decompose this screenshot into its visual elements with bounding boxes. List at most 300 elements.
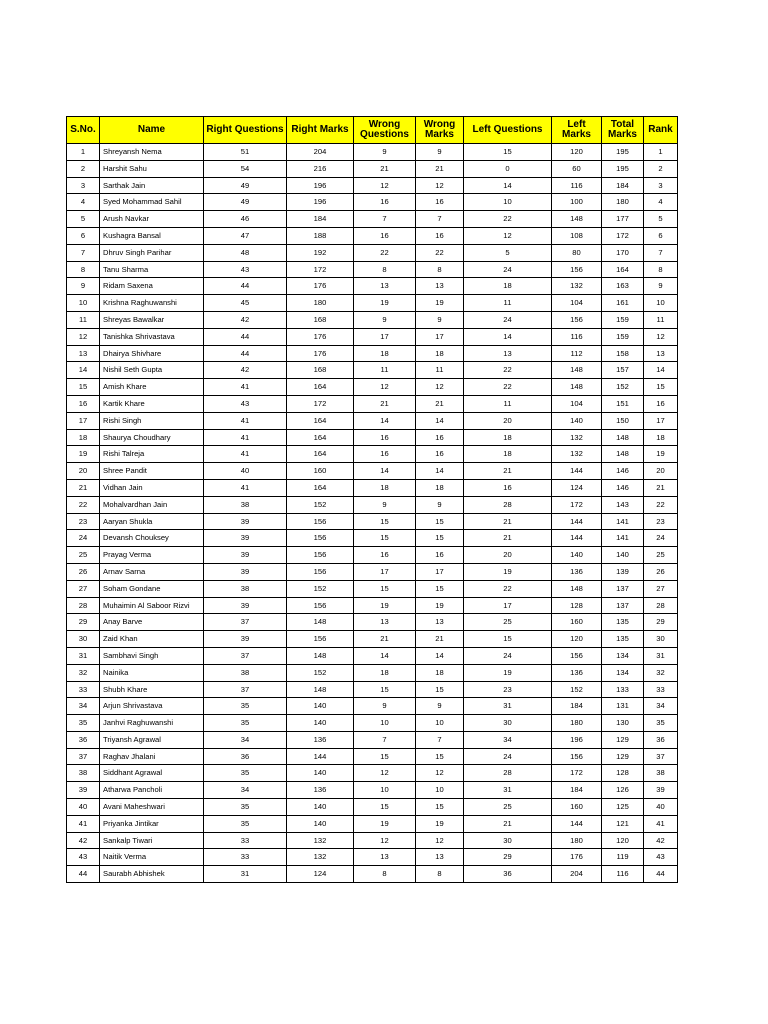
cell-rank: 18 xyxy=(644,429,678,446)
cell-wrong-questions: 9 xyxy=(354,311,416,328)
table-row xyxy=(67,849,678,866)
cell-right-marks: 216 xyxy=(287,160,354,177)
cell-wrong-questions: 7 xyxy=(354,211,416,228)
cell-right-marks: 164 xyxy=(287,412,354,429)
cell-rank: 23 xyxy=(644,513,678,530)
cell-sno: 39 xyxy=(67,782,100,799)
cell-total-marks: 148 xyxy=(602,446,644,463)
table-row xyxy=(67,631,678,648)
cell-wrong-marks: 12 xyxy=(416,177,464,194)
cell-right-marks: 156 xyxy=(287,530,354,547)
cell-name: Siddhant Agrawal xyxy=(100,765,204,782)
cell-sno: 1 xyxy=(67,144,100,161)
cell-sno: 23 xyxy=(67,513,100,530)
cell-wrong-questions: 7 xyxy=(354,731,416,748)
column-header-sno: S.No. xyxy=(67,117,100,144)
cell-sno: 29 xyxy=(67,614,100,631)
cell-total-marks: 184 xyxy=(602,177,644,194)
cell-right-questions: 49 xyxy=(204,194,287,211)
cell-right-marks: 140 xyxy=(287,715,354,732)
cell-right-marks: 180 xyxy=(287,295,354,312)
cell-right-questions: 45 xyxy=(204,295,287,312)
table-row xyxy=(67,563,678,580)
cell-sno: 11 xyxy=(67,311,100,328)
table-row xyxy=(67,227,678,244)
cell-left-marks: 172 xyxy=(552,765,602,782)
cell-right-questions: 35 xyxy=(204,815,287,832)
cell-sno: 3 xyxy=(67,177,100,194)
cell-name: Triyansh Agrawal xyxy=(100,731,204,748)
column-header-total-marks: Total Marks xyxy=(602,117,644,144)
cell-right-marks: 132 xyxy=(287,849,354,866)
cell-left-questions: 30 xyxy=(464,715,552,732)
cell-rank: 3 xyxy=(644,177,678,194)
cell-rank: 42 xyxy=(644,832,678,849)
cell-wrong-questions: 11 xyxy=(354,362,416,379)
table-row xyxy=(67,395,678,412)
column-header-right-questions: Right Questions xyxy=(204,117,287,144)
cell-left-questions: 19 xyxy=(464,664,552,681)
cell-sno: 13 xyxy=(67,345,100,362)
cell-total-marks: 139 xyxy=(602,563,644,580)
table-row xyxy=(67,463,678,480)
cell-right-questions: 51 xyxy=(204,144,287,161)
cell-wrong-questions: 13 xyxy=(354,278,416,295)
cell-total-marks: 134 xyxy=(602,664,644,681)
cell-right-marks: 168 xyxy=(287,362,354,379)
cell-right-marks: 152 xyxy=(287,664,354,681)
cell-right-marks: 140 xyxy=(287,815,354,832)
cell-rank: 7 xyxy=(644,244,678,261)
cell-rank: 37 xyxy=(644,748,678,765)
cell-wrong-marks: 16 xyxy=(416,227,464,244)
cell-wrong-marks: 21 xyxy=(416,631,464,648)
cell-sno: 25 xyxy=(67,547,100,564)
cell-right-marks: 164 xyxy=(287,429,354,446)
cell-right-questions: 35 xyxy=(204,715,287,732)
cell-total-marks: 129 xyxy=(602,731,644,748)
cell-rank: 40 xyxy=(644,799,678,816)
cell-right-questions: 47 xyxy=(204,227,287,244)
cell-sno: 15 xyxy=(67,379,100,396)
cell-left-questions: 14 xyxy=(464,328,552,345)
cell-right-questions: 49 xyxy=(204,177,287,194)
cell-right-marks: 148 xyxy=(287,681,354,698)
cell-rank: 43 xyxy=(644,849,678,866)
cell-wrong-marks: 10 xyxy=(416,715,464,732)
cell-right-questions: 37 xyxy=(204,681,287,698)
cell-left-questions: 15 xyxy=(464,631,552,648)
cell-wrong-marks: 9 xyxy=(416,311,464,328)
cell-left-questions: 25 xyxy=(464,799,552,816)
cell-name: Shreyansh Nema xyxy=(100,144,204,161)
cell-rank: 24 xyxy=(644,530,678,547)
table-row xyxy=(67,815,678,832)
cell-sno: 40 xyxy=(67,799,100,816)
cell-right-marks: 184 xyxy=(287,211,354,228)
cell-left-questions: 24 xyxy=(464,311,552,328)
cell-left-questions: 31 xyxy=(464,782,552,799)
cell-sno: 2 xyxy=(67,160,100,177)
cell-total-marks: 120 xyxy=(602,832,644,849)
cell-wrong-marks: 12 xyxy=(416,765,464,782)
cell-wrong-marks: 12 xyxy=(416,832,464,849)
cell-wrong-marks: 9 xyxy=(416,698,464,715)
cell-left-marks: 128 xyxy=(552,597,602,614)
cell-name: Arnav Sarna xyxy=(100,563,204,580)
cell-left-questions: 34 xyxy=(464,731,552,748)
cell-left-marks: 140 xyxy=(552,547,602,564)
cell-left-marks: 144 xyxy=(552,815,602,832)
cell-wrong-questions: 10 xyxy=(354,715,416,732)
cell-name: Priyanka Jintikar xyxy=(100,815,204,832)
table-row xyxy=(67,144,678,161)
cell-wrong-questions: 15 xyxy=(354,513,416,530)
cell-right-questions: 41 xyxy=(204,446,287,463)
cell-right-marks: 156 xyxy=(287,547,354,564)
cell-right-marks: 168 xyxy=(287,311,354,328)
cell-left-marks: 156 xyxy=(552,647,602,664)
table-body xyxy=(67,144,678,883)
cell-wrong-marks: 18 xyxy=(416,345,464,362)
cell-total-marks: 177 xyxy=(602,211,644,228)
cell-rank: 30 xyxy=(644,631,678,648)
cell-left-questions: 36 xyxy=(464,866,552,883)
cell-sno: 44 xyxy=(67,866,100,883)
cell-left-questions: 20 xyxy=(464,412,552,429)
cell-left-questions: 24 xyxy=(464,647,552,664)
table-row xyxy=(67,748,678,765)
cell-right-marks: 136 xyxy=(287,782,354,799)
cell-left-questions: 21 xyxy=(464,513,552,530)
cell-left-marks: 156 xyxy=(552,261,602,278)
cell-total-marks: 146 xyxy=(602,479,644,496)
cell-rank: 21 xyxy=(644,479,678,496)
cell-right-marks: 132 xyxy=(287,832,354,849)
table-row xyxy=(67,496,678,513)
cell-wrong-marks: 19 xyxy=(416,597,464,614)
cell-right-questions: 34 xyxy=(204,731,287,748)
cell-right-marks: 156 xyxy=(287,563,354,580)
cell-name: Raghav Jhalani xyxy=(100,748,204,765)
cell-name: Aaryan Shukla xyxy=(100,513,204,530)
cell-wrong-marks: 14 xyxy=(416,463,464,480)
cell-left-marks: 204 xyxy=(552,866,602,883)
cell-name: Atharwa Pancholi xyxy=(100,782,204,799)
cell-name: Vidhan Jain xyxy=(100,479,204,496)
cell-left-questions: 18 xyxy=(464,278,552,295)
cell-left-questions: 22 xyxy=(464,211,552,228)
cell-rank: 12 xyxy=(644,328,678,345)
cell-name: Shree Pandit xyxy=(100,463,204,480)
cell-left-questions: 18 xyxy=(464,446,552,463)
cell-wrong-marks: 7 xyxy=(416,731,464,748)
cell-right-marks: 176 xyxy=(287,278,354,295)
cell-right-questions: 42 xyxy=(204,311,287,328)
table-row xyxy=(67,731,678,748)
cell-sno: 18 xyxy=(67,429,100,446)
cell-left-questions: 24 xyxy=(464,748,552,765)
cell-left-marks: 108 xyxy=(552,227,602,244)
table-row xyxy=(67,698,678,715)
cell-left-questions: 16 xyxy=(464,479,552,496)
cell-total-marks: 157 xyxy=(602,362,644,379)
cell-right-marks: 176 xyxy=(287,328,354,345)
cell-wrong-questions: 14 xyxy=(354,647,416,664)
cell-right-marks: 156 xyxy=(287,513,354,530)
cell-wrong-questions: 14 xyxy=(354,412,416,429)
cell-right-marks: 124 xyxy=(287,866,354,883)
cell-name: Zaid Khan xyxy=(100,631,204,648)
cell-wrong-questions: 12 xyxy=(354,177,416,194)
cell-wrong-marks: 15 xyxy=(416,748,464,765)
cell-wrong-marks: 12 xyxy=(416,379,464,396)
cell-left-marks: 80 xyxy=(552,244,602,261)
cell-total-marks: 195 xyxy=(602,144,644,161)
cell-sno: 41 xyxy=(67,815,100,832)
cell-wrong-questions: 18 xyxy=(354,479,416,496)
cell-total-marks: 137 xyxy=(602,580,644,597)
cell-wrong-marks: 21 xyxy=(416,160,464,177)
cell-wrong-marks: 7 xyxy=(416,211,464,228)
cell-wrong-questions: 8 xyxy=(354,866,416,883)
cell-wrong-questions: 14 xyxy=(354,463,416,480)
cell-right-questions: 44 xyxy=(204,345,287,362)
cell-left-marks: 148 xyxy=(552,211,602,228)
cell-left-questions: 5 xyxy=(464,244,552,261)
cell-total-marks: 137 xyxy=(602,597,644,614)
cell-total-marks: 151 xyxy=(602,395,644,412)
cell-wrong-marks: 15 xyxy=(416,681,464,698)
cell-right-marks: 192 xyxy=(287,244,354,261)
cell-left-marks: 116 xyxy=(552,328,602,345)
cell-left-marks: 184 xyxy=(552,698,602,715)
cell-right-marks: 148 xyxy=(287,614,354,631)
cell-name: Arjun Shrivastava xyxy=(100,698,204,715)
cell-right-questions: 38 xyxy=(204,496,287,513)
cell-left-questions: 21 xyxy=(464,815,552,832)
cell-wrong-questions: 12 xyxy=(354,832,416,849)
cell-right-questions: 35 xyxy=(204,799,287,816)
cell-left-marks: 148 xyxy=(552,379,602,396)
cell-right-questions: 41 xyxy=(204,479,287,496)
cell-total-marks: 130 xyxy=(602,715,644,732)
cell-rank: 19 xyxy=(644,446,678,463)
cell-left-questions: 13 xyxy=(464,345,552,362)
cell-total-marks: 161 xyxy=(602,295,644,312)
cell-wrong-questions: 19 xyxy=(354,815,416,832)
cell-left-marks: 156 xyxy=(552,748,602,765)
cell-left-marks: 132 xyxy=(552,429,602,446)
cell-name: Amish Khare xyxy=(100,379,204,396)
cell-left-marks: 60 xyxy=(552,160,602,177)
cell-wrong-questions: 8 xyxy=(354,261,416,278)
cell-name: Shreyas Bawalkar xyxy=(100,311,204,328)
cell-name: Soham Gondane xyxy=(100,580,204,597)
cell-name: Rishi Singh xyxy=(100,412,204,429)
cell-rank: 31 xyxy=(644,647,678,664)
cell-left-questions: 25 xyxy=(464,614,552,631)
cell-rank: 1 xyxy=(644,144,678,161)
cell-wrong-marks: 11 xyxy=(416,362,464,379)
cell-left-marks: 172 xyxy=(552,496,602,513)
cell-name: Nainika xyxy=(100,664,204,681)
table-row xyxy=(67,799,678,816)
cell-right-marks: 140 xyxy=(287,799,354,816)
cell-sno: 12 xyxy=(67,328,100,345)
cell-total-marks: 170 xyxy=(602,244,644,261)
cell-left-questions: 28 xyxy=(464,765,552,782)
cell-wrong-questions: 17 xyxy=(354,563,416,580)
cell-wrong-marks: 15 xyxy=(416,580,464,597)
cell-rank: 13 xyxy=(644,345,678,362)
cell-total-marks: 141 xyxy=(602,513,644,530)
cell-wrong-questions: 12 xyxy=(354,379,416,396)
table-row xyxy=(67,345,678,362)
cell-total-marks: 125 xyxy=(602,799,644,816)
cell-right-marks: 144 xyxy=(287,748,354,765)
results-table xyxy=(66,116,678,883)
cell-name: Shubh Khare xyxy=(100,681,204,698)
cell-wrong-marks: 16 xyxy=(416,194,464,211)
cell-left-marks: 144 xyxy=(552,530,602,547)
cell-right-questions: 39 xyxy=(204,547,287,564)
cell-sno: 26 xyxy=(67,563,100,580)
cell-wrong-marks: 8 xyxy=(416,261,464,278)
cell-left-marks: 148 xyxy=(552,580,602,597)
cell-name: Sambhavi Singh xyxy=(100,647,204,664)
cell-rank: 29 xyxy=(644,614,678,631)
cell-left-marks: 120 xyxy=(552,631,602,648)
cell-right-questions: 36 xyxy=(204,748,287,765)
cell-left-questions: 22 xyxy=(464,362,552,379)
cell-right-marks: 196 xyxy=(287,177,354,194)
cell-rank: 20 xyxy=(644,463,678,480)
cell-left-marks: 136 xyxy=(552,664,602,681)
table-row xyxy=(67,295,678,312)
cell-left-questions: 29 xyxy=(464,849,552,866)
cell-left-marks: 144 xyxy=(552,513,602,530)
cell-right-questions: 38 xyxy=(204,580,287,597)
cell-rank: 14 xyxy=(644,362,678,379)
table-row xyxy=(67,362,678,379)
table-row xyxy=(67,261,678,278)
cell-right-marks: 164 xyxy=(287,446,354,463)
column-header-wrong-questions: Wrong Questions xyxy=(354,117,416,144)
cell-rank: 22 xyxy=(644,496,678,513)
cell-rank: 2 xyxy=(644,160,678,177)
cell-total-marks: 148 xyxy=(602,429,644,446)
cell-sno: 24 xyxy=(67,530,100,547)
cell-wrong-questions: 16 xyxy=(354,194,416,211)
cell-right-marks: 176 xyxy=(287,345,354,362)
cell-name: Krishna Raghuwanshi xyxy=(100,295,204,312)
cell-total-marks: 172 xyxy=(602,227,644,244)
cell-name: Kushagra Bansal xyxy=(100,227,204,244)
table-row xyxy=(67,715,678,732)
cell-rank: 41 xyxy=(644,815,678,832)
cell-wrong-questions: 18 xyxy=(354,345,416,362)
cell-left-marks: 180 xyxy=(552,832,602,849)
column-header-rank: Rank xyxy=(644,117,678,144)
cell-right-questions: 37 xyxy=(204,647,287,664)
cell-rank: 28 xyxy=(644,597,678,614)
cell-name: Rishi Talreja xyxy=(100,446,204,463)
cell-left-marks: 100 xyxy=(552,194,602,211)
cell-wrong-questions: 12 xyxy=(354,765,416,782)
cell-left-questions: 30 xyxy=(464,832,552,849)
cell-wrong-marks: 17 xyxy=(416,328,464,345)
cell-right-marks: 188 xyxy=(287,227,354,244)
cell-right-questions: 44 xyxy=(204,328,287,345)
cell-rank: 6 xyxy=(644,227,678,244)
table-row xyxy=(67,765,678,782)
cell-wrong-marks: 18 xyxy=(416,479,464,496)
cell-left-marks: 104 xyxy=(552,295,602,312)
table-row xyxy=(67,580,678,597)
cell-wrong-marks: 16 xyxy=(416,429,464,446)
cell-name: Dhairya Shivhare xyxy=(100,345,204,362)
cell-left-questions: 24 xyxy=(464,261,552,278)
cell-name: Sankalp Tiwari xyxy=(100,832,204,849)
cell-sno: 9 xyxy=(67,278,100,295)
table-row xyxy=(67,530,678,547)
table-row xyxy=(67,782,678,799)
cell-right-marks: 172 xyxy=(287,261,354,278)
cell-wrong-questions: 21 xyxy=(354,160,416,177)
cell-right-marks: 164 xyxy=(287,379,354,396)
cell-left-questions: 31 xyxy=(464,698,552,715)
cell-sno: 21 xyxy=(67,479,100,496)
cell-wrong-questions: 9 xyxy=(354,144,416,161)
cell-wrong-marks: 13 xyxy=(416,614,464,631)
table-row xyxy=(67,479,678,496)
cell-wrong-marks: 9 xyxy=(416,144,464,161)
cell-rank: 17 xyxy=(644,412,678,429)
cell-right-marks: 156 xyxy=(287,597,354,614)
cell-sno: 20 xyxy=(67,463,100,480)
cell-total-marks: 163 xyxy=(602,278,644,295)
cell-total-marks: 131 xyxy=(602,698,644,715)
cell-left-marks: 160 xyxy=(552,799,602,816)
table-row xyxy=(67,513,678,530)
cell-total-marks: 119 xyxy=(602,849,644,866)
cell-name: Janhvi Raghuwanshi xyxy=(100,715,204,732)
cell-right-questions: 35 xyxy=(204,698,287,715)
table-row xyxy=(67,311,678,328)
cell-left-questions: 18 xyxy=(464,429,552,446)
cell-wrong-marks: 18 xyxy=(416,664,464,681)
cell-name: Anay Barve xyxy=(100,614,204,631)
cell-wrong-marks: 21 xyxy=(416,395,464,412)
cell-wrong-marks: 14 xyxy=(416,647,464,664)
table-row xyxy=(67,412,678,429)
cell-left-questions: 15 xyxy=(464,144,552,161)
cell-sno: 36 xyxy=(67,731,100,748)
cell-rank: 8 xyxy=(644,261,678,278)
cell-wrong-questions: 15 xyxy=(354,799,416,816)
cell-name: Nishil Seth Gupta xyxy=(100,362,204,379)
cell-wrong-questions: 10 xyxy=(354,782,416,799)
cell-total-marks: 116 xyxy=(602,866,644,883)
cell-total-marks: 135 xyxy=(602,631,644,648)
cell-wrong-questions: 21 xyxy=(354,631,416,648)
cell-rank: 15 xyxy=(644,379,678,396)
cell-left-marks: 196 xyxy=(552,731,602,748)
cell-rank: 39 xyxy=(644,782,678,799)
cell-name: Avani Maheshwari xyxy=(100,799,204,816)
cell-wrong-marks: 22 xyxy=(416,244,464,261)
